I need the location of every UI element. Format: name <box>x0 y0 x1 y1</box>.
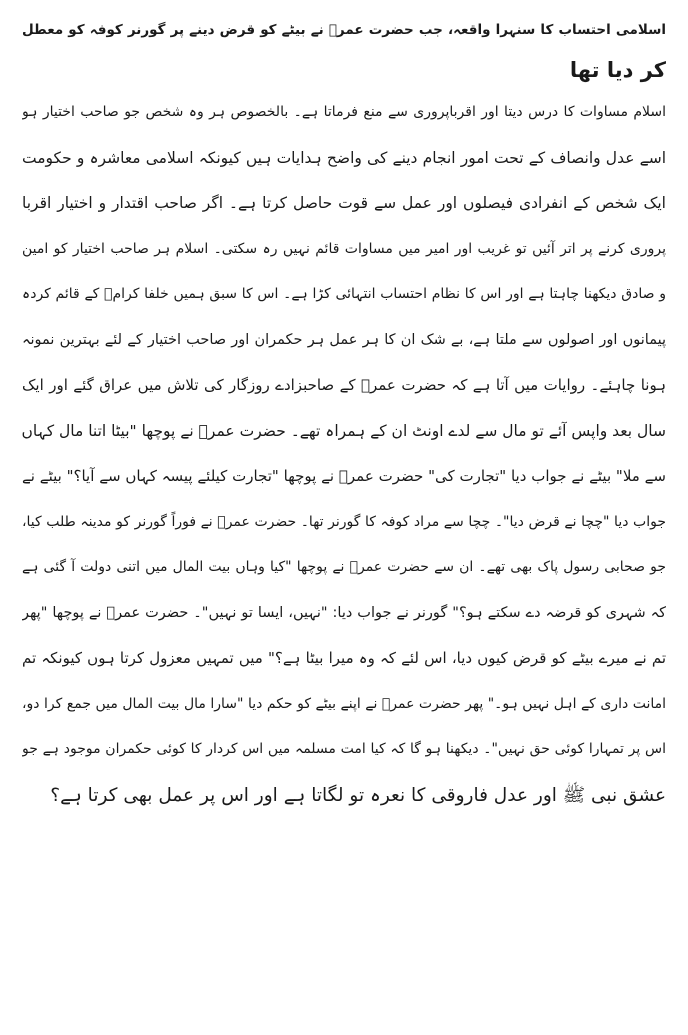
body-line: سے ملا" بیٹے نے جواب دیا "تجارت کی" حضرت عمرؓ نے پوچھا "تجارت کیلئے پیسہ کہاں سے آیا؟" بیٹے نے <box>22 467 666 485</box>
body-line: جو صحابی رسول پاک بھی تھے۔ ان سے حضرت عمرؓ نے پوچھا "کیا وہاں بیت المال میں اتنی دولت آ گئی ہے <box>22 559 666 575</box>
article-body <box>22 90 666 818</box>
body-line: جواب دیا "چچا نے قرض دیا"۔ چچا سے مراد کوفہ کا گورنر تھا۔ حضرت عمرؓ نے فوراً گورنر کو مدینہ طلب کیا، <box>22 513 666 530</box>
body-line: امانت داری کے اہل نہیں ہو۔" پھر حضرت عمرؓ نے اپنے بیٹے کو حکم دیا "سارا مال بیت المال میں جمع کرا دو، <box>22 695 666 712</box>
body-line: اسے عدل وانصاف کے تحت امور انجام دینے کی واضح ہدایات ہیں کیونکہ اسلامی معاشرہ و حکومت <box>22 148 666 167</box>
body-line: سال بعد واپس آئے تو مال سے لدے اونٹ ان کے ہمراہ تھے۔ حضرت عمرؓ نے پوچھا "بیٹا اتنا مال کہاں <box>22 421 666 440</box>
body-line: اسلام مساوات کا درس دیتا اور اقرباپروری سے منع فرماتا ہے۔ بالخصوص ہر وہ شخص جو صاحب اختیار ہو <box>22 104 666 120</box>
body-line: پیمانوں اور اصولوں سے ملتا ہے، بے شک ان کا ہر عمل ہر حکمران اور صاحب اختیار کے لئے بہترین نمونہ <box>22 331 666 348</box>
title-line: کر دیا تھا <box>569 58 666 82</box>
body-line: تم نے میرے بیٹے کو قرض کیوں دیا، اس لئے کہ وہ میرا بیٹا ہے؟" میں تمہیں معزول کرتا ہوں کیونکہ تم <box>22 649 666 667</box>
article-title <box>22 10 666 90</box>
body-line: عشق نبی ﷺ اور عدل فاروقی کا نعرہ تو لگاتا ہے اور اس پر عمل بھی کرتا ہے؟ <box>50 784 666 806</box>
body-line: ہونا چاہئے۔ روایات میں آتا ہے کہ حضرت عمرؓ کے صاحبزادے روزگار کی تلاش میں عراق گئے اور ایک <box>22 376 666 394</box>
body-line: و صادق دیکھنا چاہتا ہے اور اس کا نظام احتساب انتہائی کڑا ہے۔ اس کا سبق ہمیں خلفا کرامؓ کے قائم کردہ <box>22 286 666 302</box>
body-line: پروری کرنے پر اتر آئیں تو غریب اور امیر میں مساوات قائم نہیں رہ سکتی۔ اسلام ہر صاحب اختیار کو امین <box>22 240 666 257</box>
title-line: اسلامی احتساب کا سنہرا واقعہ، جب حضرت عمرؓ نے بیٹے کو قرض دینے پر گورنر کوفہ کو معطل <box>22 22 666 38</box>
body-line: کہ شہری کو قرضہ دے سکتے ہو؟" گورنر نے جواب دیا: "نہیں، ایسا تو نہیں"۔ حضرت عمرؓ نے پوچھا "پھر <box>22 604 666 621</box>
body-line: اس پر تمہارا کوئی حق نہیں"۔ دیکھنا ہو گا کہ کیا امت مسلمہ میں اس کردار کا کوئی حکمران موجود ہے جو <box>22 741 666 757</box>
body-line: ایک شخص کے انفرادی فیصلوں اور عمل سے قوت حاصل کرتا ہے۔ اگر صاحب اقتدار و اختیار اقربا <box>22 194 666 212</box>
